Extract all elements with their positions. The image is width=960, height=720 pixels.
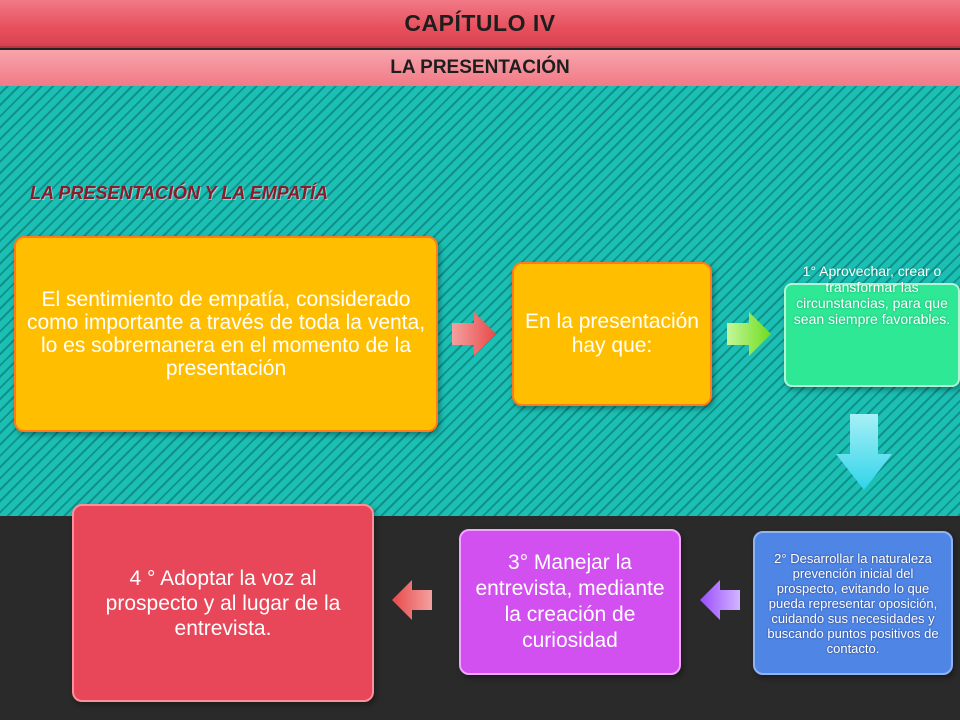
- intro-box: [14, 236, 438, 432]
- chapter-title: CAPÍTULO IV: [404, 9, 556, 36]
- step1-text: 1° Aprovechar, crear o transformar las circunstancias, para que sean siempre favorables.: [793, 263, 951, 327]
- step4-text: 4 ° Adoptar la voz al prospecto y al lugar de la entrevista.: [105, 566, 341, 640]
- step4-box: [72, 504, 374, 702]
- right-arrow-icon: [727, 312, 771, 356]
- left-arrow-icon: [700, 580, 740, 620]
- left-arrow-icon: [392, 580, 432, 620]
- right-arrow-icon: [452, 312, 496, 356]
- lead-text: En la presentación hay que:: [525, 310, 699, 357]
- lead-box: [512, 262, 712, 406]
- section-title: LA PRESENTACIÓN: [390, 57, 570, 78]
- intro-text: El sentimiento de empatía, considerado como importante a través de toda la venta, lo es sobremanera en el momento de la presentación: [26, 288, 426, 380]
- chapter-header: [0, 0, 960, 48]
- step2-box: [753, 531, 953, 675]
- step1-box: [784, 263, 960, 387]
- step3-text: 3° Manejar la entrevista, mediante la creación de curiosidad: [475, 551, 665, 652]
- step3-box: [459, 529, 681, 675]
- section-header: [0, 50, 960, 86]
- down-arrow-icon: [836, 414, 892, 490]
- step2-text: 2° Desarrollar la naturaleza prevención inicial del prospecto, evitando lo que pueda representar oposición, cuidando sus necesidades y buscando puntos positivos de contacto.: [767, 550, 939, 656]
- diagram-subtitle: LA PRESENTACIÓN Y LA EMPATÍA: [30, 183, 329, 203]
